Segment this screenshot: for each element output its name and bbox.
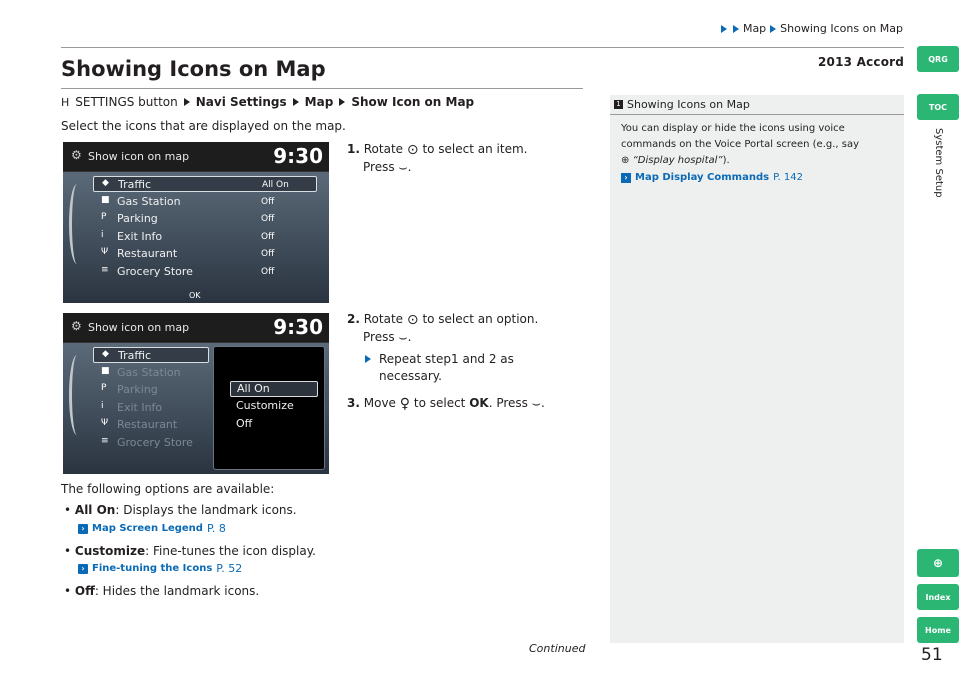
grocery-store-icon: ≡ xyxy=(101,265,109,275)
triangle-icon xyxy=(770,25,776,33)
gear-icon: ⚙ xyxy=(71,319,82,333)
restaurant-icon: Ψ xyxy=(101,247,109,257)
path-item: Navi Settings xyxy=(195,95,287,109)
page-title: Showing Icons on Map xyxy=(61,57,326,81)
path-item: Show Icon on Map xyxy=(351,95,475,109)
list-item: i Exit Info xyxy=(101,401,163,414)
dial-arc xyxy=(69,184,85,264)
note-heading: 1 Showing Icons on Map xyxy=(610,95,904,115)
breadcrumb xyxy=(719,22,903,35)
list-item[interactable]: i Exit Info Off xyxy=(101,230,275,243)
link-arrow-icon: › xyxy=(78,524,88,534)
note-marker-icon: 1 xyxy=(614,100,623,109)
link-arrow-icon: › xyxy=(621,173,631,183)
triangle-icon xyxy=(339,98,345,106)
screen-show-icon-list xyxy=(63,142,329,303)
list-item[interactable]: P Parking Off xyxy=(101,212,275,225)
rotate-knob-icon: ⊙ xyxy=(406,312,419,328)
exit-info-icon: i xyxy=(101,230,104,240)
step-3: 3. Move ♀ to select OK. Press ⌣. xyxy=(347,396,545,412)
cross-reference-link[interactable]: › Map Display Commands P. 142 xyxy=(621,170,893,186)
parking-icon: P xyxy=(101,383,107,393)
option-customize[interactable]: Customize xyxy=(236,399,294,412)
restaurant-icon: Ψ xyxy=(101,418,109,428)
gas-station-icon: ■ xyxy=(101,195,110,205)
path-item: Map xyxy=(304,95,334,109)
qrg-tab[interactable]: QRG xyxy=(917,46,959,72)
page-number: 51 xyxy=(921,645,943,665)
screen-header xyxy=(63,313,329,343)
rotate-knob-icon: ⊙ xyxy=(406,142,419,158)
breadcrumb-map[interactable]: Map xyxy=(742,22,767,35)
section-label: System Setup xyxy=(933,128,944,198)
screen-title: Show icon on map xyxy=(88,150,190,163)
list-item: P Parking xyxy=(101,383,158,396)
path-start: SETTINGS button xyxy=(75,95,178,109)
home-tab[interactable]: Home xyxy=(917,617,959,643)
triangle-icon xyxy=(733,25,739,33)
triangle-icon xyxy=(293,98,299,106)
parking-icon: P xyxy=(101,212,107,222)
toc-tab[interactable]: TOC xyxy=(917,94,959,120)
list-item[interactable]: ◆ Traffic All On xyxy=(93,176,317,192)
triangle-icon xyxy=(721,25,727,33)
option-all-on[interactable]: All On xyxy=(230,381,318,397)
screen-title: Show icon on map xyxy=(88,321,190,334)
breadcrumb-current: Showing Icons on Map xyxy=(780,22,903,35)
gas-station-icon: ■ xyxy=(101,366,110,376)
grocery-store-icon: ≡ xyxy=(101,436,109,446)
step-2: 2. Rotate ⊙ to select an option. Press ⌣. Repeat step1 and 2 as necessary. xyxy=(347,312,539,383)
screen-show-icon-options xyxy=(63,313,329,474)
option-off[interactable]: Off xyxy=(236,417,253,430)
option-description: • Customize: Fine-tunes the icon display. xyxy=(64,544,316,558)
screen-clock: 9:30 xyxy=(273,144,323,168)
screen-header xyxy=(63,142,329,172)
triangle-icon xyxy=(365,355,371,363)
continued-label: Continued xyxy=(529,642,586,655)
list-item: Ψ Restaurant xyxy=(101,418,178,431)
press-icon: ⌣ xyxy=(398,330,408,346)
step-1: 1. Rotate ⊙ to select an item. Press ⌣. xyxy=(347,142,528,176)
note-body: You can display or hide the icons using voice commands on the Voice Portal screen (e.g., say ⊕ “Display hospital”). › Map Display Commands P. 142 xyxy=(621,121,893,186)
model-label: 2013 Accord xyxy=(818,55,905,69)
voice-icon: ⊕ xyxy=(621,155,630,166)
press-icon: ⌣ xyxy=(398,160,408,176)
home-icon: H xyxy=(61,95,70,109)
option-popup xyxy=(213,346,325,470)
list-item[interactable]: Ψ Restaurant Off xyxy=(101,247,275,260)
link-arrow-icon: › xyxy=(78,564,88,574)
screen-body xyxy=(63,343,329,474)
intro-text: Select the icons that are displayed on the map. xyxy=(61,119,346,133)
dial-arc xyxy=(69,355,85,435)
traffic-icon: ◆ xyxy=(102,349,109,359)
traffic-icon: ◆ xyxy=(102,178,109,188)
voice-icon: ⊕ xyxy=(932,556,944,570)
list-item[interactable]: ■ Gas Station Off xyxy=(101,195,275,208)
divider xyxy=(61,47,904,48)
options-intro: The following options are available: xyxy=(61,482,275,496)
ok-indicator: OK xyxy=(189,291,201,300)
cross-reference-link[interactable]: › Fine-tuning the Icons P. 52 xyxy=(78,562,242,575)
move-icon: ♀ xyxy=(399,396,411,412)
list-item: ■ Gas Station xyxy=(101,366,181,379)
voice-tab[interactable] xyxy=(917,549,959,577)
side-note xyxy=(610,95,904,643)
divider xyxy=(61,88,583,89)
screen-body xyxy=(63,172,329,303)
option-description: • Off: Hides the landmark icons. xyxy=(64,584,260,598)
index-tab[interactable]: Index xyxy=(917,584,959,610)
screen-clock: 9:30 xyxy=(273,315,323,339)
list-item[interactable]: ≡ Grocery Store Off xyxy=(101,265,275,278)
exit-info-icon: i xyxy=(101,401,104,411)
cross-reference-link[interactable]: › Map Screen Legend P. 8 xyxy=(78,522,226,535)
option-description: • All On: Displays the landmark icons. xyxy=(64,503,297,517)
list-item[interactable]: ◆ Traffic xyxy=(93,347,209,363)
triangle-icon xyxy=(184,98,190,106)
press-icon: ⌣ xyxy=(531,396,541,412)
menu-path xyxy=(61,95,474,109)
gear-icon: ⚙ xyxy=(71,148,82,162)
list-item: ≡ Grocery Store xyxy=(101,436,193,449)
